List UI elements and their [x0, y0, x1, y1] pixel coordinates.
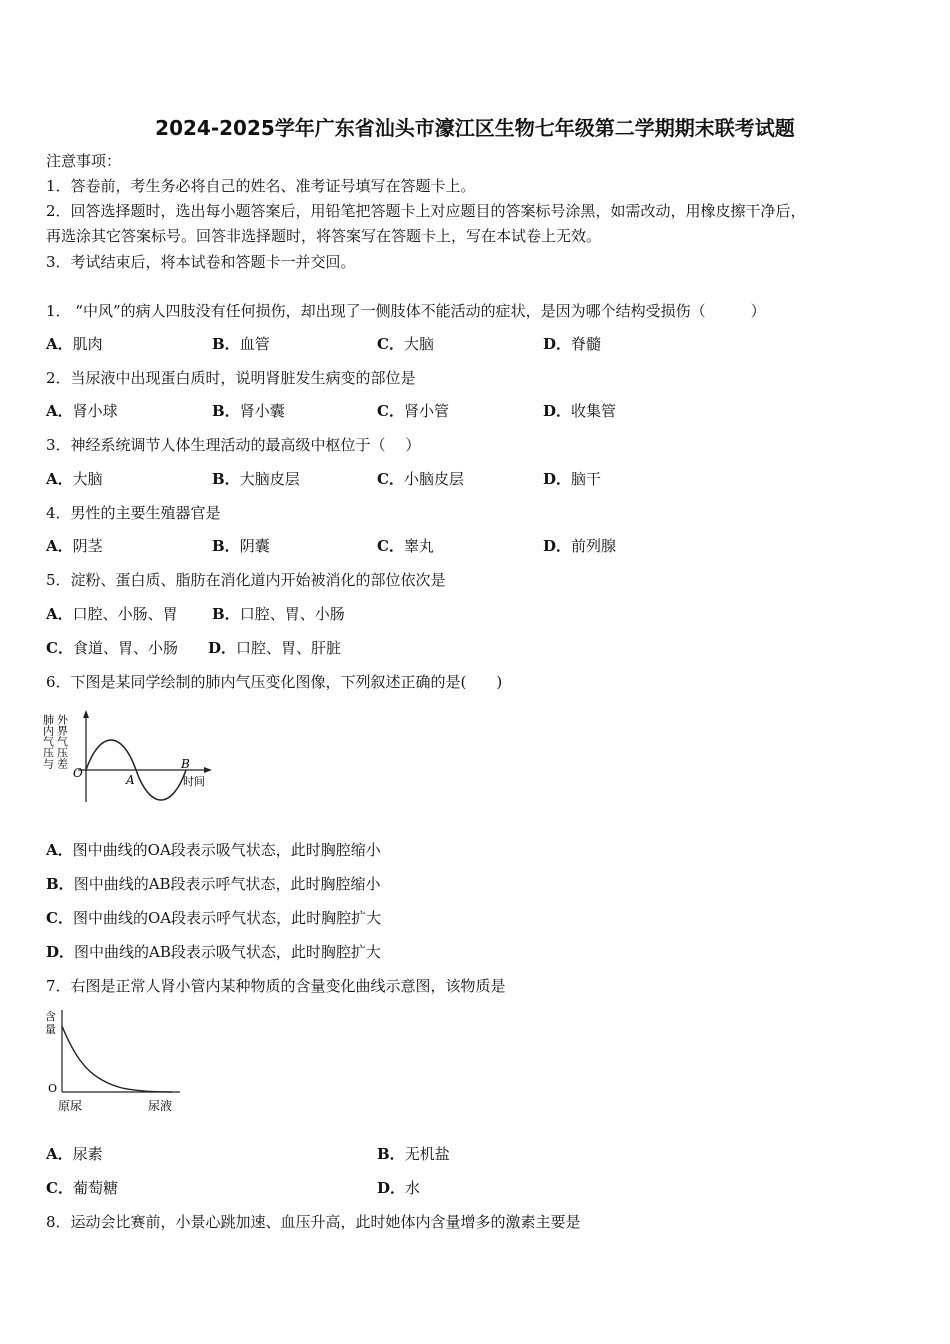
graph-point-a: A: [126, 773, 135, 787]
option: B．无机盐: [377, 1145, 450, 1163]
question-stem: 4．男性的主要生殖器官是: [46, 504, 221, 522]
option: A．肾小球: [46, 402, 118, 420]
option: C．葡萄糖: [46, 1179, 118, 1197]
graph-origin: O: [73, 766, 83, 780]
option: D．口腔、胃、肝脏: [208, 639, 342, 657]
graph-ylabel: 量: [45, 1023, 56, 1036]
option: C．大脑: [377, 335, 434, 353]
option: D．脑干: [543, 470, 602, 488]
option: D．前列腺: [543, 537, 617, 555]
graph-point-b: B: [181, 757, 190, 771]
pressure-graph: [42, 708, 222, 808]
graph-ylabel: 肺内气压与: [42, 714, 55, 769]
option: B．图中曲线的AB段表示呼气状态，此时胸腔缩小: [46, 875, 381, 893]
notice-item: 1．答卷前，考生务必将自己的姓名、准考证号填写在答题卡上。: [46, 177, 476, 195]
graph-x-end: 尿液: [148, 1099, 173, 1113]
question-stem: 8．运动会比赛前，小景心跳加速、血压升高，此时她体内含量增多的激素主要是: [46, 1213, 581, 1231]
graph-curve: [62, 1026, 172, 1092]
page-title: 2024-2025学年广东省汕头市濠江区生物七年级第二学期期末联考试题: [155, 116, 795, 140]
question-stem: 1． “中风”的病人四肢没有任何损伤，却出现了一侧肢体不能活动的症状，是因为哪个结构受损伤（ ）: [46, 302, 766, 320]
notice-heading: 注意事项：: [46, 152, 122, 170]
option: D．收集管: [543, 402, 617, 420]
content-graph: [42, 1008, 192, 1118]
option: C．睾丸: [377, 537, 434, 555]
notice-item: 2．回答选择题时，选出每小题答案后，用铅笔把答题卡上对应题目的答案标号涂黑，如需改动，用橡皮擦干净后，: [46, 202, 806, 220]
option: B．大脑皮层: [212, 470, 300, 488]
graph-origin: O: [48, 1082, 58, 1095]
option: A．肌肉: [46, 335, 103, 353]
option: C．小脑皮层: [377, 470, 464, 488]
graph-ylabel: 含: [45, 1010, 56, 1023]
option: B．血管: [212, 335, 270, 353]
question-stem: 3．神经系统调节人体生理活动的最高级中枢位于（ ）: [46, 436, 421, 454]
question-stem: 2．当尿液中出现蛋白质时，说明肾脏发生病变的部位是: [46, 369, 416, 387]
graph-xlabel: 时间: [183, 775, 205, 788]
option: A．阴茎: [46, 537, 103, 555]
notice-item: 再选涂其它答案标号。回答非选择题时，将答案写在答题卡上，写在本试卷上无效。: [46, 227, 602, 245]
option: C．肾小管: [377, 402, 449, 420]
option: C．食道、胃、小肠: [46, 639, 178, 657]
option: A．口腔、小肠、胃: [46, 605, 178, 623]
option: B．阴囊: [212, 537, 270, 555]
graph-x-start: 原尿: [58, 1099, 83, 1113]
graph-y-arrow: [83, 710, 89, 718]
option: A．大脑: [46, 470, 103, 488]
option: A．图中曲线的OA段表示吸气状态，此时胸腔缩小: [46, 841, 381, 859]
option: D．图中曲线的AB段表示吸气状态，此时胸腔扩大: [46, 943, 381, 961]
question-stem: 7．右图是正常人肾小管内某种物质的含量变化曲线示意图，该物质是: [46, 977, 506, 995]
option: D．脊髓: [543, 335, 602, 353]
question-stem: 6．下图是某同学绘制的肺内气压变化图像，下列叙述正确的是( ): [46, 673, 503, 691]
option: B．肾小囊: [212, 402, 285, 420]
option: D．水: [377, 1179, 421, 1197]
option: C．图中曲线的OA段表示呼气状态，此时胸腔扩大: [46, 909, 382, 927]
question-stem: 5．淀粉、蛋白质、脂肪在消化道内开始被消化的部位依次是: [46, 571, 446, 589]
option: A．尿素: [46, 1145, 103, 1163]
graph-x-arrow: [204, 767, 212, 773]
notice-item: 3．考试结束后，将本试卷和答题卡一并交回。: [46, 253, 356, 271]
graph-ylabel: 外界气压差: [55, 714, 69, 769]
option: B．口腔、胃、小肠: [212, 605, 345, 623]
